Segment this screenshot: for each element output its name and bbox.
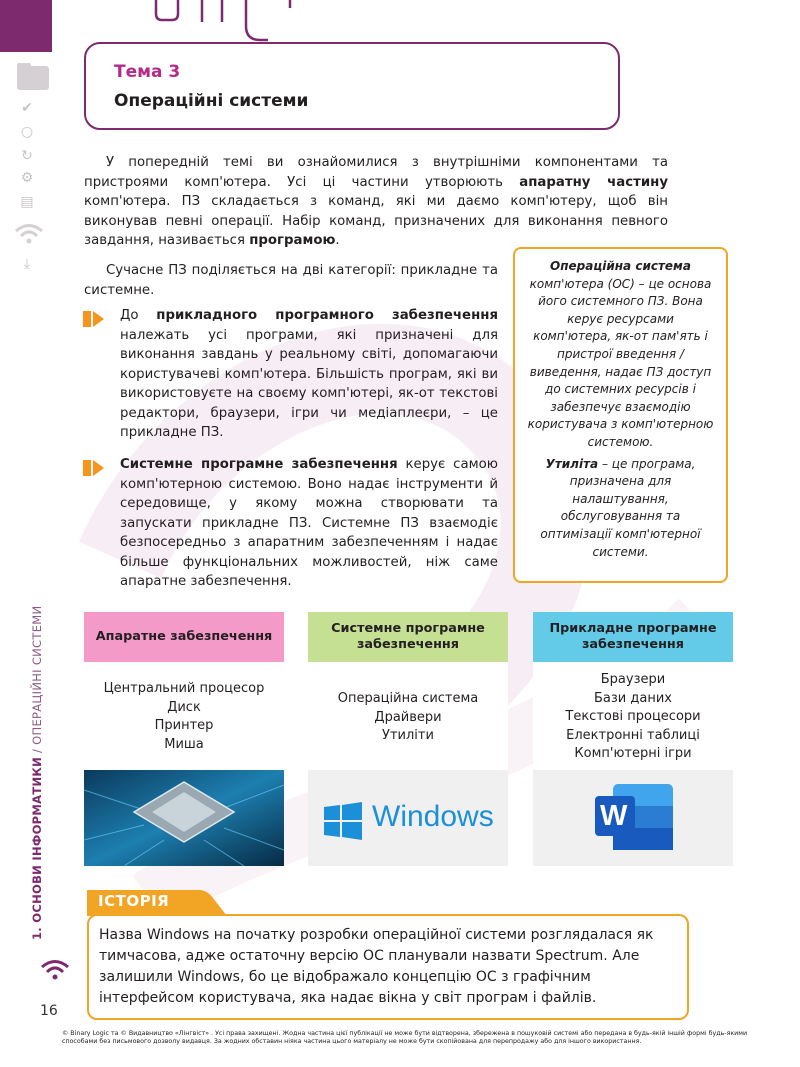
windows-logo-text: Windows: [372, 800, 494, 833]
intro-paragraph: [84, 153, 668, 251]
history-label: ІСТОРІЯ: [98, 892, 170, 910]
corner-block: [0, 0, 52, 52]
arrow-bullet-icon: [82, 458, 104, 476]
word-logo-letter: W: [600, 800, 628, 832]
list-item: Утиліти: [382, 728, 434, 743]
intro-text-1: У попередній темі ви ознайомилися з внутрішніми компонентами та пристроями комп'ютера. Усі ці частини утворюють: [84, 155, 668, 190]
windows-logo-icon: [324, 802, 362, 840]
categories-paragraph: [84, 261, 498, 300]
category-header: Апаратне забезпечення: [84, 612, 284, 662]
bullet-2-text: керує самою комп'ютерною системою. Воно надає інструменти й середовище, у якому можна створювати та запускати прикладне ПЗ. Системне ПЗ взаємодіє безпосередньо з апаратним забезпеченням і надає більше функціональних можливостей, ніж саме апаратне забезпечення.: [120, 457, 499, 589]
list-item: Центральний процесор: [103, 681, 265, 696]
bullet-application-software: [120, 306, 498, 443]
category-hardware: [84, 612, 284, 866]
category-items: [533, 671, 733, 764]
utility-term: Утиліта: [545, 456, 599, 471]
bullet-system-software: [120, 455, 498, 592]
chapter-title-sub: ОПЕРАЦІЙНІ СИСТЕМИ: [30, 605, 44, 745]
category-header: Прикладне програмне забезпечення: [533, 612, 733, 662]
list-item: Текстові процесори: [565, 709, 701, 724]
categories-text: Сучасне ПЗ поділяється на дві категорії: прикладне та системне.: [84, 263, 498, 298]
refresh-icon: ↻: [21, 148, 33, 164]
cpu-chip-image: [84, 770, 284, 866]
history-text: Назва Windows на початку розробки операційної системи розглядалася як тимчасова, адже остаточну версію ОС планували назвати Spectrum. Але залишили Windows, бо це відображало концепцію ОС з графічним інтерфейсом користувача, яка надає вікна у світ програм і файлів.: [99, 927, 654, 1006]
gear-icon: ⚙: [20, 170, 34, 186]
chapter-title-separator: /: [30, 744, 44, 757]
definition-box: [513, 247, 728, 583]
os-term: Операційна система: [550, 259, 691, 273]
document-icon: ▤: [20, 194, 34, 210]
list-item: Комп'ютерні ігри: [574, 746, 692, 761]
bullet-1-pre: До: [120, 308, 157, 323]
wifi-icon: [14, 222, 44, 246]
chapter-title: [30, 606, 44, 940]
list-item: Драйвери: [374, 709, 442, 725]
wifi-mark-icon: [40, 958, 70, 982]
topic-label: Тема 3: [114, 62, 181, 82]
category-items: [308, 690, 508, 746]
lightbulb-icon: ○: [20, 124, 34, 140]
category-application: [533, 612, 733, 866]
term-hardware: апаратну частину: [519, 174, 668, 190]
term-program: програмою: [249, 233, 336, 248]
bullet-1-text: належать усі програми, які призначені для виконання завдань у реальному світі, допомагаючи користувачеві комп'ютера. Більшість програм, які ви використовуєте на своєму комп'ютері, як-от текстові редактори, браузери, ігри чи медіаплеєри, – це прикладне ПЗ.: [120, 327, 498, 440]
check-icon: ✔: [21, 100, 33, 116]
topic-decoration: [150, 0, 300, 42]
topic-title: Операційні системи: [114, 91, 309, 111]
folder-icon: [16, 62, 50, 92]
term-application-software: прикладного програмного забезпечення: [156, 308, 498, 323]
intro-text-3: .: [335, 233, 340, 248]
chapter-title-main: 1. ОСНОВИ ІНФОРМАТИКИ: [30, 756, 44, 940]
page-number: 16: [40, 1003, 58, 1019]
category-header: Системне програмне забезпечення: [308, 612, 508, 662]
topic-box: [84, 42, 620, 130]
category-items: [84, 680, 284, 754]
list-item: Миша: [164, 736, 204, 752]
list-item: Принтер: [154, 718, 214, 733]
utility-definition: – це програма, призначена для налаштування, обслуговування та оптимізації комп'ютерної системи.: [540, 456, 701, 559]
copyright-notice: © Binary Logic та © Видавництво «Лінгвіст» . Усі права захищені. Жодна частина цієї публікації не може бути відтворена, збережена в пошуковій системі або передана в будь-якій іншій формі будь-якими способами без письмового дозволу видавця. За жодних обставин ніяка частина цього матеріалу не може бути скопійована для перепродажу або для іншого використання.: [62, 1030, 748, 1045]
list-item: Браузери: [600, 672, 666, 687]
list-item: Операційна система: [337, 691, 479, 706]
arrow-bullet-icon: [82, 309, 104, 327]
list-item: Електронні таблиці: [566, 727, 700, 743]
download-icon: ⤓: [23, 256, 31, 272]
intro-text-2: комп'ютера. ПЗ складається з команд, які ми даємо комп'ютеру, щоб він виконував певні операції. Набір команд, призначених для виконання певного завдання, називається: [84, 194, 668, 248]
list-item: Диск: [167, 699, 201, 715]
os-definition: комп'ютера (ОС) – це основа його системного ПЗ. Вона керує ресурсами комп'ютера, як-от пам'ять і пристрої введення / виведення, надає ПЗ доступ до системних ресурсів і забезпечує взаємодію користувача з комп'ютерною системою.: [527, 276, 714, 449]
list-item: Бази даних: [594, 690, 672, 706]
category-system: [308, 612, 508, 866]
term-system-software: Системне програмне забезпечення: [120, 457, 398, 472]
